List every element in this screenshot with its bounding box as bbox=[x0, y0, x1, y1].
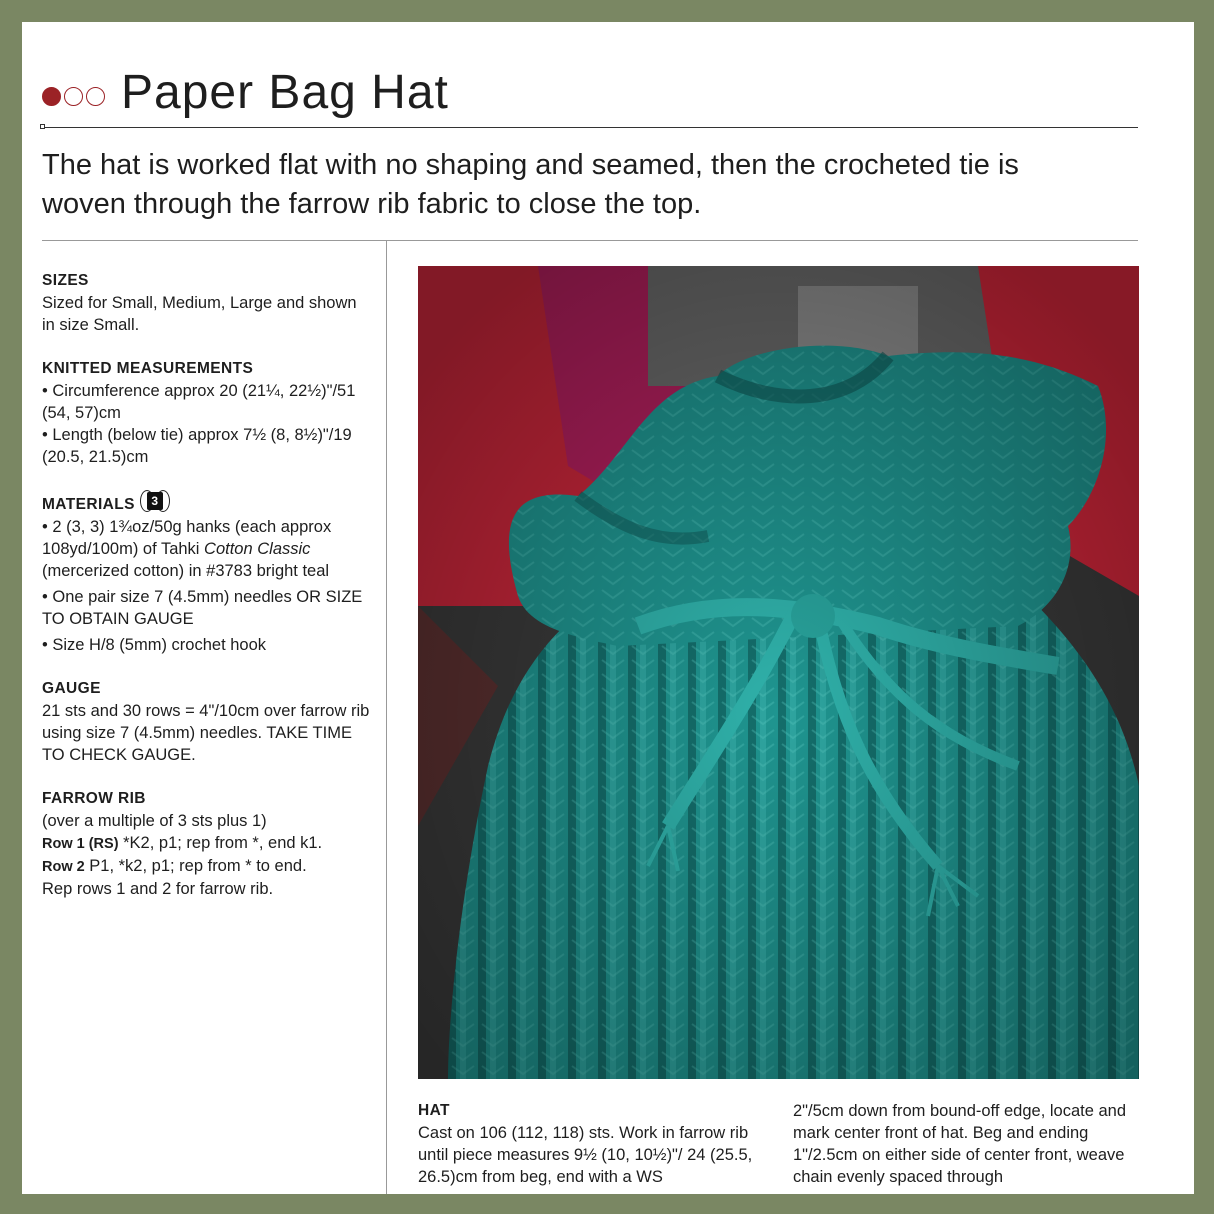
difficulty-dot-empty-icon bbox=[64, 87, 83, 106]
farrow-rib-section bbox=[42, 788, 372, 900]
sidebar bbox=[42, 270, 372, 922]
materials-heading bbox=[42, 490, 372, 516]
materials-yarn bbox=[42, 516, 372, 582]
materials-yarn-post: (mercerized cotton) in #3783 bright teal bbox=[42, 562, 330, 580]
page-title: Paper Bag Hat bbox=[121, 65, 449, 119]
pattern-page bbox=[22, 22, 1194, 1194]
sizes-heading: SIZES bbox=[42, 272, 89, 289]
materials-section bbox=[42, 490, 372, 656]
row2-text: P1, *k2, p1; rep from * to end. bbox=[84, 857, 307, 875]
difficulty-dot-filled-icon bbox=[42, 87, 61, 106]
measurements-section bbox=[42, 358, 372, 468]
row1-text: *K2, p1; rep from *, end k1. bbox=[118, 834, 323, 852]
intro-text: The hat is worked flat with no shaping and seamed, then the crocheted tie is woven through the farrow rib fabric to close the top. bbox=[42, 149, 1019, 220]
farrow-rib-row2 bbox=[42, 855, 372, 878]
measurements-heading: KNITTED MEASUREMENTS bbox=[42, 360, 254, 377]
title-row bbox=[42, 62, 449, 122]
farrow-rib-rep: Rep rows 1 and 2 for farrow rib. bbox=[42, 880, 274, 898]
gauge-section bbox=[42, 678, 372, 766]
hat-instructions-col2 bbox=[793, 1100, 1138, 1188]
rule-marker-icon bbox=[40, 124, 45, 129]
farrow-rib-intro: (over a multiple of 3 sts plus 1) bbox=[42, 812, 267, 830]
farrow-rib-heading: FARROW RIB bbox=[42, 790, 146, 807]
hat-text-col2: 2"/5cm down from bound-off edge, locate and mark center front of hat. Beg and ending 1"/2.5cm on either side of center front, weave chain evenly spaced through bbox=[793, 1102, 1127, 1186]
hat-heading: HAT bbox=[418, 1102, 450, 1119]
section-rule bbox=[42, 240, 1138, 241]
difficulty-indicator bbox=[42, 87, 105, 106]
materials-yarn-pre: • 2 (3, 3) 1¾oz/50g hanks (each approx 108yd/100m) of Tahki bbox=[42, 518, 332, 558]
difficulty-dot-empty-icon bbox=[86, 87, 105, 106]
measurement-circumference: • Circumference approx 20 (21¼, 22½)"/51 (54, 57)cm bbox=[42, 382, 356, 422]
hat-photo-svg bbox=[418, 266, 1139, 1079]
materials-heading-label: MATERIALS bbox=[42, 496, 135, 513]
sizes-section bbox=[42, 270, 372, 336]
row1-label: Row 1 (RS) bbox=[42, 836, 119, 852]
yarn-weight-icon bbox=[140, 490, 170, 512]
farrow-rib-row1 bbox=[42, 832, 372, 855]
gauge-text: 21 sts and 30 rows = 4"/10cm over farrow rib using size 7 (4.5mm) needles. TAKE TIME TO CHECK GAUGE. bbox=[42, 702, 370, 764]
row2-label: Row 2 bbox=[42, 859, 85, 875]
hat-text-col1: Cast on 106 (112, 118) sts. Work in farrow rib until piece measures 9½ (10, 10½)"/ 24 (25.5, 26.5)cm from beg, end with a WS bbox=[418, 1124, 753, 1186]
hat-instructions-col1 bbox=[418, 1100, 758, 1188]
measurement-length: • Length (below tie) approx 7½ (8, 8½)"/19 (20.5, 21.5)cm bbox=[42, 426, 352, 466]
sizes-text: Sized for Small, Medium, Large and shown in size Small. bbox=[42, 294, 357, 334]
materials-hook: • Size H/8 (5mm) crochet hook bbox=[42, 636, 267, 654]
materials-needles: • One pair size 7 (4.5mm) needles OR SIZE TO OBTAIN GAUGE bbox=[42, 588, 363, 628]
teal-knitted-hat-photo bbox=[418, 266, 1139, 1079]
materials-yarn-name: Cotton Classic bbox=[204, 540, 311, 558]
yarn-weight-number: 3 bbox=[147, 492, 163, 510]
title-rule bbox=[42, 127, 1138, 128]
column-divider bbox=[386, 240, 387, 1194]
gauge-heading: GAUGE bbox=[42, 680, 101, 697]
